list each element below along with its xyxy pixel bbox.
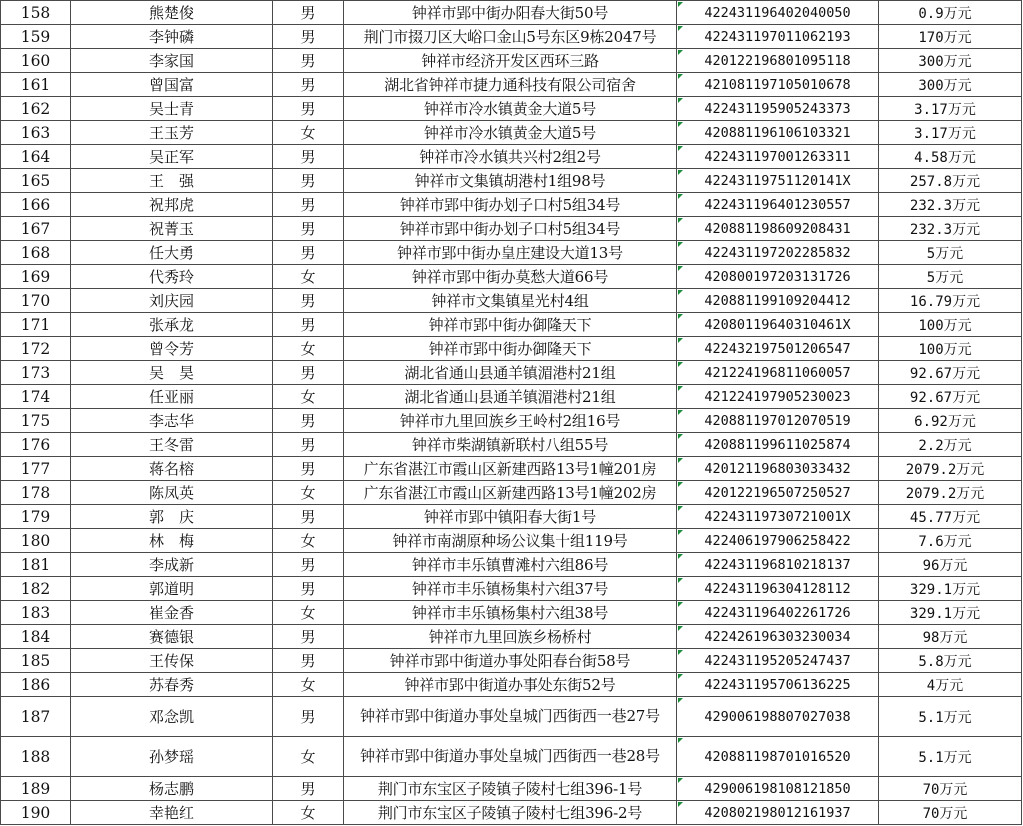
table-row [1,433,1022,457]
table-row [1,193,1022,217]
row-number-cell: 172 [1,337,71,361]
gender-cell: 女 [273,737,344,777]
gender-cell: 女 [273,601,344,625]
address-cell: 荆门市掇刀区大峪口金山5号东区9栋2047号 [344,25,677,49]
table-row [1,385,1022,409]
row-number-cell: 168 [1,241,71,265]
gender-cell: 男 [273,625,344,649]
name-cell: 李家国 [71,49,273,73]
amount-cell: 2079.2万元 [879,457,1022,481]
name-cell: 曾令芳 [71,337,273,361]
row-number-cell: 169 [1,265,71,289]
gender-cell: 男 [273,777,344,801]
id-number-cell: 420121196803033432 [677,457,879,481]
table-row [1,289,1022,313]
address-cell: 钟祥市柴湖镇新联村八组55号 [344,433,677,457]
gender-cell: 男 [273,553,344,577]
id-number-cell: 420881198609208431 [677,217,879,241]
table-row [1,553,1022,577]
table-row [1,481,1022,505]
id-number-cell: 420881199109204412 [677,289,879,313]
row-number-cell: 184 [1,625,71,649]
amount-cell: 329.1万元 [879,577,1022,601]
amount-cell: 100万元 [879,337,1022,361]
id-number-cell: 421224196811060057 [677,361,879,385]
amount-cell: 92.67万元 [879,385,1022,409]
amount-cell: 4.58万元 [879,145,1022,169]
name-cell: 蒋名榕 [71,457,273,481]
amount-cell: 5万元 [879,241,1022,265]
amount-cell: 45.77万元 [879,505,1022,529]
amount-cell: 100万元 [879,313,1022,337]
row-number-cell: 171 [1,313,71,337]
address-cell: 钟祥市郢中镇阳春大街1号 [344,505,677,529]
address-cell: 钟祥市郢中街办御隆天下 [344,337,677,361]
name-cell: 王传保 [71,649,273,673]
id-number-cell: 42243119730721001X [677,505,879,529]
table-row [1,697,1022,737]
address-cell: 钟祥市郢中街道办事处皇城门西街西一巷28号 [344,737,677,777]
address-cell: 钟祥市冷水镇黄金大道5号 [344,97,677,121]
address-cell: 钟祥市九里回族乡杨桥村 [344,625,677,649]
address-cell: 钟祥市郢中街办划子口村5组34号 [344,217,677,241]
gender-cell: 女 [273,121,344,145]
table-row [1,457,1022,481]
row-number-cell: 188 [1,737,71,777]
table-row [1,313,1022,337]
name-cell: 张承龙 [71,313,273,337]
address-cell: 湖北省钟祥市捷力通科技有限公司宿舍 [344,73,677,97]
name-cell: 赛德银 [71,625,273,649]
address-cell: 钟祥市郢中街道办事处阳春台街58号 [344,649,677,673]
row-number-cell: 159 [1,25,71,49]
amount-cell: 3.17万元 [879,121,1022,145]
id-number-cell: 420122196801095118 [677,49,879,73]
table-row [1,529,1022,553]
amount-cell: 300万元 [879,73,1022,97]
id-number-cell: 422432197501206547 [677,337,879,361]
amount-cell: 70万元 [879,801,1022,825]
amount-cell: 4万元 [879,673,1022,697]
name-cell: 祝菁玉 [71,217,273,241]
id-number-cell: 421224197905230023 [677,385,879,409]
id-number-cell: 422431196402261726 [677,601,879,625]
address-cell: 钟祥市郢中街办阳春大街50号 [344,1,677,25]
gender-cell: 男 [273,25,344,49]
gender-cell: 男 [273,457,344,481]
row-number-cell: 161 [1,73,71,97]
id-number-cell: 422406197906258422 [677,529,879,553]
gender-cell: 男 [273,217,344,241]
table-row [1,409,1022,433]
address-cell: 钟祥市南湖原种场公议集十组119号 [344,529,677,553]
name-cell: 刘庆园 [71,289,273,313]
id-number-cell: 422431195706136225 [677,673,879,697]
id-number-cell: 420802198012161937 [677,801,879,825]
table-row [1,777,1022,801]
row-number-cell: 167 [1,217,71,241]
address-cell: 钟祥市文集镇胡港村1组98号 [344,169,677,193]
table-row [1,265,1022,289]
gender-cell: 男 [273,289,344,313]
name-cell: 陈凤英 [71,481,273,505]
gender-cell: 男 [273,433,344,457]
name-cell: 吴 昊 [71,361,273,385]
address-cell: 钟祥市郢中街道办事处东街52号 [344,673,677,697]
address-cell: 钟祥市经济开发区西环三路 [344,49,677,73]
gender-cell: 男 [273,145,344,169]
row-number-cell: 174 [1,385,71,409]
name-cell: 李志华 [71,409,273,433]
row-number-cell: 189 [1,777,71,801]
amount-cell: 16.79万元 [879,289,1022,313]
address-cell: 湖北省通山县通羊镇湄港村21组 [344,361,677,385]
amount-cell: 0.9万元 [879,1,1022,25]
id-number-cell: 422431197011062193 [677,25,879,49]
gender-cell: 男 [273,361,344,385]
name-cell: 熊楚俊 [71,1,273,25]
name-cell: 李成新 [71,553,273,577]
amount-cell: 232.3万元 [879,217,1022,241]
row-number-cell: 158 [1,1,71,25]
gender-cell: 女 [273,529,344,553]
table-row [1,49,1022,73]
table-row [1,625,1022,649]
amount-cell: 6.92万元 [879,409,1022,433]
name-cell: 幸艳红 [71,801,273,825]
table-row [1,121,1022,145]
gender-cell: 男 [273,409,344,433]
gender-cell: 男 [273,49,344,73]
name-cell: 任亚丽 [71,385,273,409]
address-cell: 荆门市东宝区子陵镇子陵村七组396-1号 [344,777,677,801]
name-cell: 林 梅 [71,529,273,553]
name-cell: 孙梦瑶 [71,737,273,777]
id-number-cell: 42080119640310461X [677,313,879,337]
table-row [1,169,1022,193]
id-number-cell: 42243119751120141X [677,169,879,193]
id-number-cell: 422431197202285832 [677,241,879,265]
row-number-cell: 162 [1,97,71,121]
gender-cell: 男 [273,649,344,673]
address-cell: 钟祥市郢中街办划子口村5组34号 [344,193,677,217]
name-cell: 祝邦虎 [71,193,273,217]
name-cell: 王冬雷 [71,433,273,457]
name-cell: 苏春秀 [71,673,273,697]
row-number-cell: 185 [1,649,71,673]
amount-cell: 170万元 [879,25,1022,49]
id-number-cell: 422431196810218137 [677,553,879,577]
id-number-cell: 420881198701016520 [677,737,879,777]
address-cell: 钟祥市冷水镇黄金大道5号 [344,121,677,145]
address-cell: 钟祥市丰乐镇曹滩村六组86号 [344,553,677,577]
table-row [1,673,1022,697]
row-number-cell: 183 [1,601,71,625]
gender-cell: 男 [273,1,344,25]
address-cell: 钟祥市文集镇星光村4组 [344,289,677,313]
amount-cell: 96万元 [879,553,1022,577]
id-number-cell: 422431195905243373 [677,97,879,121]
address-cell: 钟祥市郢中街办莫愁大道66号 [344,265,677,289]
table-row [1,25,1022,49]
gender-cell: 男 [273,697,344,737]
amount-cell: 5.1万元 [879,737,1022,777]
row-number-cell: 164 [1,145,71,169]
amount-cell: 5.1万元 [879,697,1022,737]
address-cell: 湖北省通山县通羊镇湄港村21组 [344,385,677,409]
id-number-cell: 422431195205247437 [677,649,879,673]
address-cell: 荆门市东宝区子陵镇子陵村七组396-2号 [344,801,677,825]
table-row [1,737,1022,777]
row-number-cell: 166 [1,193,71,217]
id-number-cell: 422431196401230557 [677,193,879,217]
gender-cell: 男 [273,193,344,217]
table-row [1,217,1022,241]
id-number-cell: 420881199611025874 [677,433,879,457]
table-row [1,505,1022,529]
row-number-cell: 187 [1,697,71,737]
table-row [1,97,1022,121]
gender-cell: 女 [273,385,344,409]
id-number-cell: 422431196304128112 [677,577,879,601]
row-number-cell: 160 [1,49,71,73]
name-cell: 吴正军 [71,145,273,169]
id-number-cell: 422431197001263311 [677,145,879,169]
table-body [1,1,1022,825]
gender-cell: 女 [273,801,344,825]
gender-cell: 男 [273,73,344,97]
amount-cell: 5.8万元 [879,649,1022,673]
name-cell: 王 强 [71,169,273,193]
address-cell: 钟祥市郢中街办御隆天下 [344,313,677,337]
row-number-cell: 178 [1,481,71,505]
amount-cell: 92.67万元 [879,361,1022,385]
address-cell: 广东省湛江市霞山区新建西路13号1幢202房 [344,481,677,505]
amount-cell: 2.2万元 [879,433,1022,457]
address-cell: 钟祥市九里回族乡王岭村2组16号 [344,409,677,433]
address-cell: 钟祥市郢中街道办事处皇城门西街西一巷27号 [344,697,677,737]
row-number-cell: 177 [1,457,71,481]
amount-cell: 2079.2万元 [879,481,1022,505]
row-number-cell: 170 [1,289,71,313]
row-number-cell: 165 [1,169,71,193]
id-number-cell: 420122196507250527 [677,481,879,505]
address-cell: 钟祥市丰乐镇杨集村六组38号 [344,601,677,625]
row-number-cell: 180 [1,529,71,553]
amount-cell: 257.8万元 [879,169,1022,193]
table-row [1,337,1022,361]
table-row [1,649,1022,673]
table-row [1,801,1022,825]
gender-cell: 女 [273,265,344,289]
row-number-cell: 175 [1,409,71,433]
name-cell: 任大勇 [71,241,273,265]
amount-cell: 3.17万元 [879,97,1022,121]
address-cell: 广东省湛江市霞山区新建西路13号1幢201房 [344,457,677,481]
name-cell: 李钟磷 [71,25,273,49]
amount-cell: 5万元 [879,265,1022,289]
id-number-cell: 429006198807027038 [677,697,879,737]
amount-cell: 329.1万元 [879,601,1022,625]
name-cell: 王玉芳 [71,121,273,145]
table-row [1,601,1022,625]
address-cell: 钟祥市冷水镇共兴村2组2号 [344,145,677,169]
table-row [1,73,1022,97]
amount-cell: 300万元 [879,49,1022,73]
id-number-cell: 420800197203131726 [677,265,879,289]
row-number-cell: 173 [1,361,71,385]
row-number-cell: 179 [1,505,71,529]
table-row [1,577,1022,601]
row-number-cell: 190 [1,801,71,825]
table-row [1,1,1022,25]
id-number-cell: 421081197105010678 [677,73,879,97]
table-row [1,145,1022,169]
name-cell: 杨志鹏 [71,777,273,801]
name-cell: 崔金香 [71,601,273,625]
address-cell: 钟祥市丰乐镇杨集村六组37号 [344,577,677,601]
amount-cell: 232.3万元 [879,193,1022,217]
name-cell: 郭道明 [71,577,273,601]
id-number-cell: 420881196106103321 [677,121,879,145]
gender-cell: 女 [273,481,344,505]
name-cell: 邓念凯 [71,697,273,737]
name-cell: 代秀玲 [71,265,273,289]
table-row [1,241,1022,265]
gender-cell: 男 [273,97,344,121]
gender-cell: 女 [273,673,344,697]
name-cell: 吴士青 [71,97,273,121]
id-number-cell: 422431196402040050 [677,1,879,25]
gender-cell: 女 [273,337,344,361]
amount-cell: 7.6万元 [879,529,1022,553]
name-cell: 郭 庆 [71,505,273,529]
gender-cell: 男 [273,313,344,337]
amount-cell: 70万元 [879,777,1022,801]
gender-cell: 男 [273,169,344,193]
gender-cell: 男 [273,577,344,601]
id-number-cell: 422426196303230034 [677,625,879,649]
row-number-cell: 176 [1,433,71,457]
address-cell: 钟祥市郢中街办皇庄建设大道13号 [344,241,677,265]
table-row [1,361,1022,385]
gender-cell: 男 [273,241,344,265]
row-number-cell: 182 [1,577,71,601]
amount-cell: 98万元 [879,625,1022,649]
row-number-cell: 163 [1,121,71,145]
name-cell: 曾国富 [71,73,273,97]
gender-cell: 男 [273,505,344,529]
id-number-cell: 429006198108121850 [677,777,879,801]
row-number-cell: 186 [1,673,71,697]
id-number-cell: 420881197012070519 [677,409,879,433]
row-number-cell: 181 [1,553,71,577]
